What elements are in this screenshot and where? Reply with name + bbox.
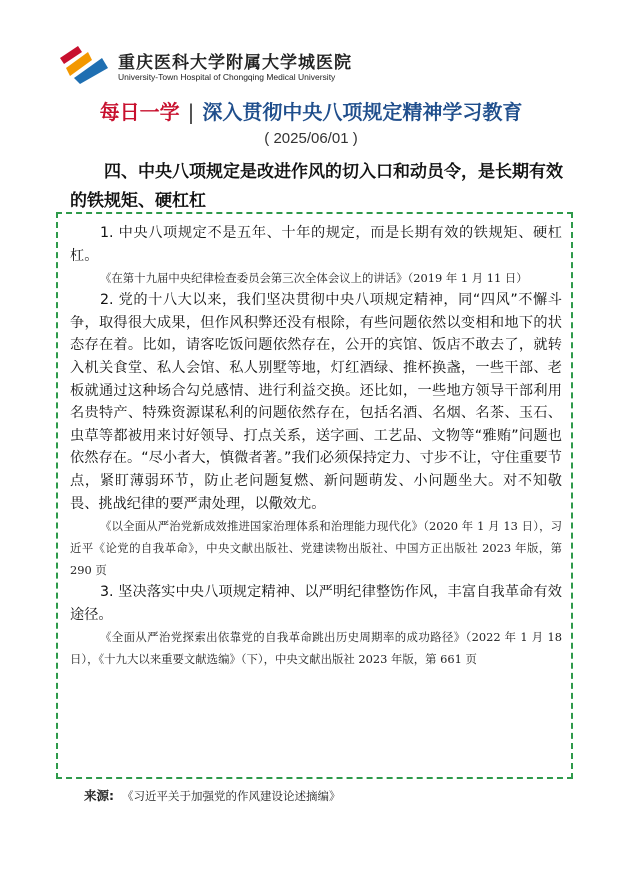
item-1-citation: 《在第十九届中央纪律检查委员会第三次全体会议上的讲话》（2019 年 1 月 11 日） <box>100 271 528 286</box>
hospital-name-cn: 重庆医科大学附属大学城医院 <box>118 53 352 73</box>
section-heading: 四、中央八项规定是改进作风的切入口和动员令，是长期有效的铁规矩、硬杠杠 <box>70 162 563 211</box>
page-title <box>0 96 622 125</box>
item-2-text: 2. 党的十八大以来，我们坚决贯彻中央八项规定精神，同“四风”不懈斗争，取得很大成果，但作风积弊还没有根除，有些问题依然以变相和地下的状态存在着。比如，请客吃饭问题依然存在，公开的宾馆、饭店不敢去了，就转入机关食堂、私人会馆、私人别墅等地，灯红酒绿、推杯换盏，一些干部、老板就通过这种场合勾兑感情、进行利益交换。还比如，一些地方领导干部利用名贵特产、特殊资源谋私利的问题依然存在，包括名酒、名烟、名茶、玉石、虫草等都被用来讨好领导、打点关系，送字画、工艺品、文物等“雅贿”问题也依然存在。“尽小者大，慎微者著。”我们必须保持定力、寸步不让，守住重要节点，紧盯薄弱环节，防止老问题复燃、新问题萌发、小问题坐大。对不知敬畏、挑战纪律的要严肃处理，以儆效尤。 <box>70 292 562 512</box>
content-box-inner <box>70 222 562 670</box>
source-text: 《习近平关于加强党的作风建设论述摘编》 <box>122 789 341 803</box>
item-2-citation: 《以全面从严治党新成效推进国家治理体系和治理能力现代化》（2020 年 1 月 13 日），习近平《论党的自我革命》，中央文献出版社、党建读物出版社、中国方正出版社 2023 年版，第 290 页 <box>70 519 562 578</box>
page-date: ( 2025/06/01 ) <box>264 130 358 147</box>
hospital-logo <box>58 44 352 92</box>
source-line <box>84 786 341 804</box>
hospital-logo-mark <box>58 44 114 84</box>
title-main: 深入贯彻中央八项规定精神学习教育 <box>202 100 523 124</box>
item-3-text: 3. 坚决落实中央八项规定精神、以严明纪律整饬作风，丰富自我革命有效途径。 <box>70 584 562 623</box>
title-prefix: 每日一学 <box>99 100 180 124</box>
item-1-text: 1. 中央八项规定不是五年、十年的规定，而是长期有效的铁规矩、硬杠杠。 <box>70 225 562 264</box>
source-label: 来源: <box>84 788 114 803</box>
content-box <box>56 212 573 779</box>
item-3-citation: 《全面从严治党探索出依靠党的自我革命跳出历史周期率的成功路径》（2022 年 1 月 18 日），《十九大以来重要文献选编》（下），中央文献出版社 2023 年版，第 661 页 <box>70 630 562 667</box>
title-separator: | <box>187 100 195 124</box>
hospital-name-en: University-Town Hospital of Chongqing Medical University <box>118 72 336 82</box>
